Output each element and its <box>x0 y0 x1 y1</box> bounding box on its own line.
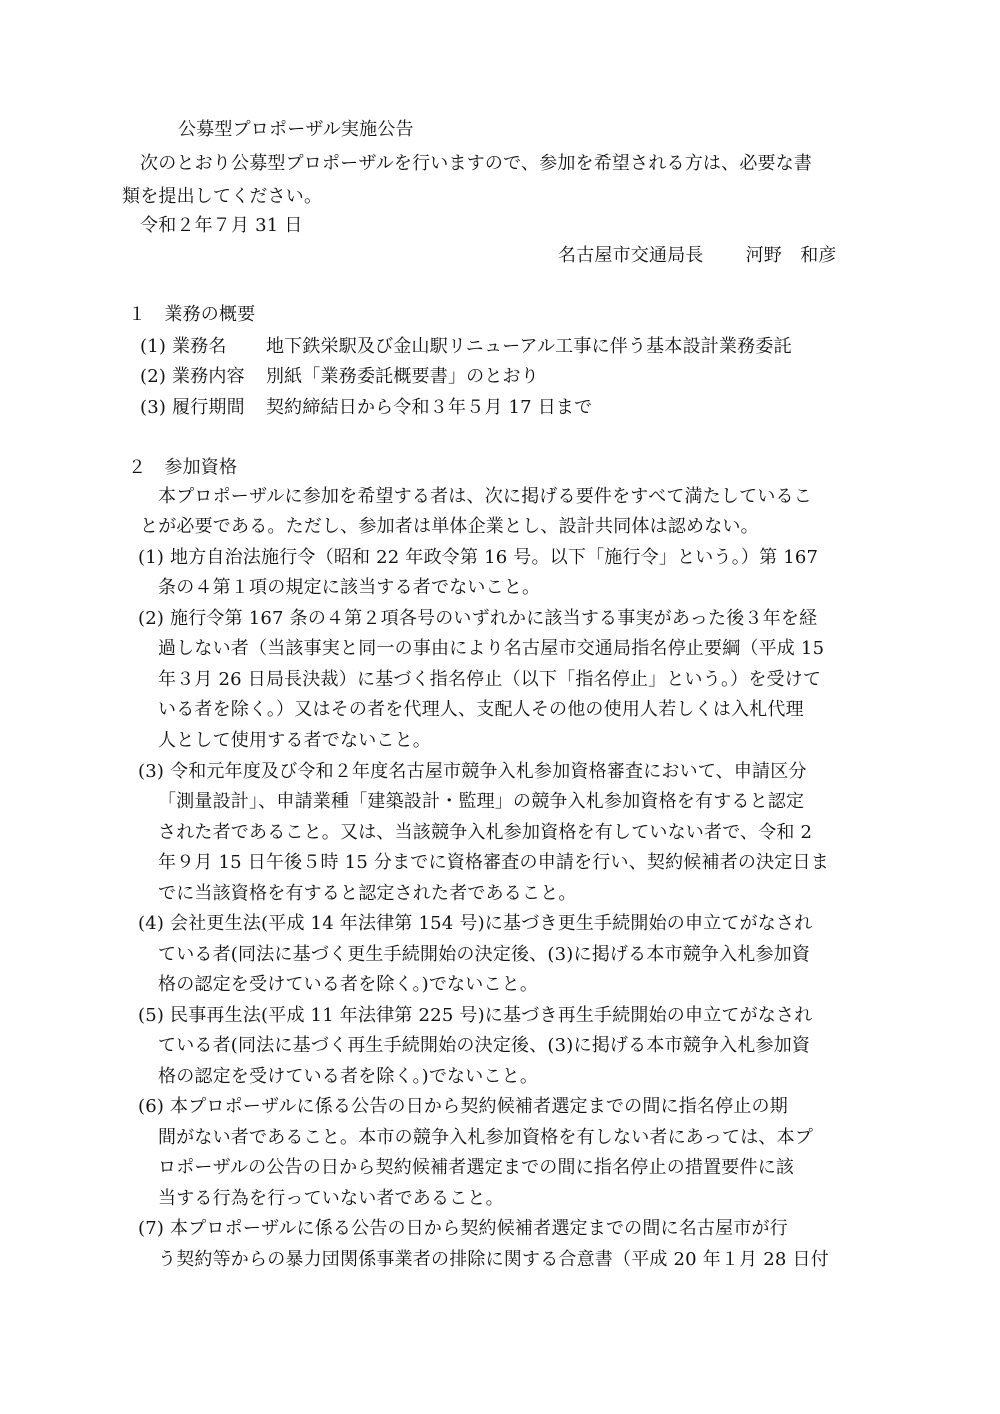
row-label: 履行期間 <box>172 397 245 418</box>
intro-line-2: 類を提出してください。 <box>122 186 323 207</box>
announcement-date: 令和２年７月 31 日 <box>140 215 303 236</box>
row-number: (1) <box>140 336 167 357</box>
requirement-3-line-2: 「測量設計」、申請業種「建築設計・監理」の競争入札参加資格を有すると認定 <box>158 791 805 812</box>
section-2-heading: ２ 参加資格 <box>128 457 238 478</box>
requirement-3-line-3: された者であること。又は、当該競争入札参加資格を有していない者で、令和 2 <box>158 822 813 843</box>
requirement-3-line-1: (3) 令和元年度及び令和２年度名古屋市競争入札参加資格審査において、申請区分 <box>138 761 807 782</box>
requirement-1-line-2: 条の４第１項の規定に該当する者でないこと。 <box>158 577 541 598</box>
document-title: 公募型プロポーザル実施公告 <box>178 119 414 140</box>
requirement-2-line-4: いる者を除く。）又はその者を代理人、支配人その他の使用人若しくは入札代理 <box>158 699 804 720</box>
row-label: 業務名 <box>172 336 227 357</box>
requirement-4-line-2: ている者(同法に基づく更生手続開始の決定後、(3)に掲げる本市競争入札参加資 <box>158 944 811 965</box>
issuer-org: 名古屋市交通局長 <box>558 245 704 266</box>
issuer-name: 河野 和彦 <box>745 245 837 266</box>
section-1-row-period <box>140 396 592 420</box>
requirement-7-line-2: う契約等からの暴力団関係事業者の排除に関する合意書（平成 20 年１月 28 日付 <box>158 1249 829 1270</box>
requirement-3-line-4: 年９月 15 日午後５時 15 分までに資格審査の申請を行い、契約候補者の決定日ま <box>158 852 829 873</box>
requirement-5-line-3: 格の認定を受けている者を除く。)でないこと。 <box>158 1066 539 1087</box>
intro-line-1: 次のとおり公募型プロポーザルを行いますので、参加を希望される方は、必要な書 <box>140 153 813 174</box>
row-number: (3) <box>140 397 167 418</box>
section-1-row-content <box>140 365 539 389</box>
requirement-7-line-1: (7) 本プロポーザルに係る公告の日から契約候補者選定までの間に名古屋市が行 <box>138 1218 788 1239</box>
requirement-6-line-1: (6) 本プロポーザルに係る公告の日から契約候補者選定までの間に指名停止の期 <box>138 1096 788 1117</box>
requirement-2-line-2: 過しない者（当該事実と同一の事由により名古屋市交通局指名停止要綱（平成 15 <box>158 638 825 659</box>
requirement-3-line-5: でに当該資格を有すると認定された者であること。 <box>158 883 577 904</box>
issuer <box>558 244 837 268</box>
section-2-intro-line-2: とが必要である。ただし、参加者は単体企業とし、設計共同体は認めない。 <box>140 516 759 537</box>
section-1-row-name <box>140 335 792 359</box>
requirement-6-line-3: ロポーザルの公告の日から契約候補者選定までの間に指名停止の措置要件に該 <box>158 1157 795 1178</box>
requirement-2-line-3: 年３月 26 日局長決裁）に基づく指名停止（以下「指名停止」という。）を受けて <box>158 669 822 690</box>
requirement-1-line-1: (1) 地方自治法施行令（昭和 22 年政令第 16 号。以下「施行令」という。）第 167 <box>138 547 819 568</box>
section-2-intro-line-1: 本プロポーザルに参加を希望する者は、次に掲げる要件をすべて満たしているこ <box>158 486 812 507</box>
requirement-6-line-2: 間がない者であること。本市の競争入札参加資格を有しない者にあっては、本プ <box>158 1127 814 1148</box>
requirement-2-line-1: (2) 施行令第 167 条の４第２項各号のいずれかに該当する事実があった後３年を経 <box>138 608 818 629</box>
row-value: 地下鉄栄駅及び金山駅リニューアル工事に伴う基本設計業務委託 <box>265 336 792 357</box>
requirement-2-line-5: 人として使用する者でないこと。 <box>158 730 431 751</box>
row-label: 業務内容 <box>172 366 245 387</box>
requirement-4-line-1: (4) 会社更生法(平成 14 年法律第 154 号)に基づき更生手続開始の申立てがなされ <box>138 913 813 934</box>
requirement-6-line-4: 当する行為を行っていない者であること。 <box>158 1188 504 1209</box>
requirement-4-line-3: 格の認定を受けている者を除く。)でないこと。 <box>158 974 539 995</box>
section-1-heading: １ 業務の概要 <box>128 304 256 325</box>
requirement-5-line-1: (5) 民事再生法(平成 11 年法律第 225 号)に基づき再生手続開始の申立てがなされ <box>138 1005 813 1026</box>
row-value: 別紙「業務委託概要書」のとおり <box>265 366 539 387</box>
row-value: 契約締結日から令和３年５月 17 日まで <box>265 397 593 418</box>
row-number: (2) <box>140 366 167 387</box>
requirement-5-line-2: ている者(同法に基づく再生手続開始の決定後、(3)に掲げる本市競争入札参加資 <box>158 1035 811 1056</box>
